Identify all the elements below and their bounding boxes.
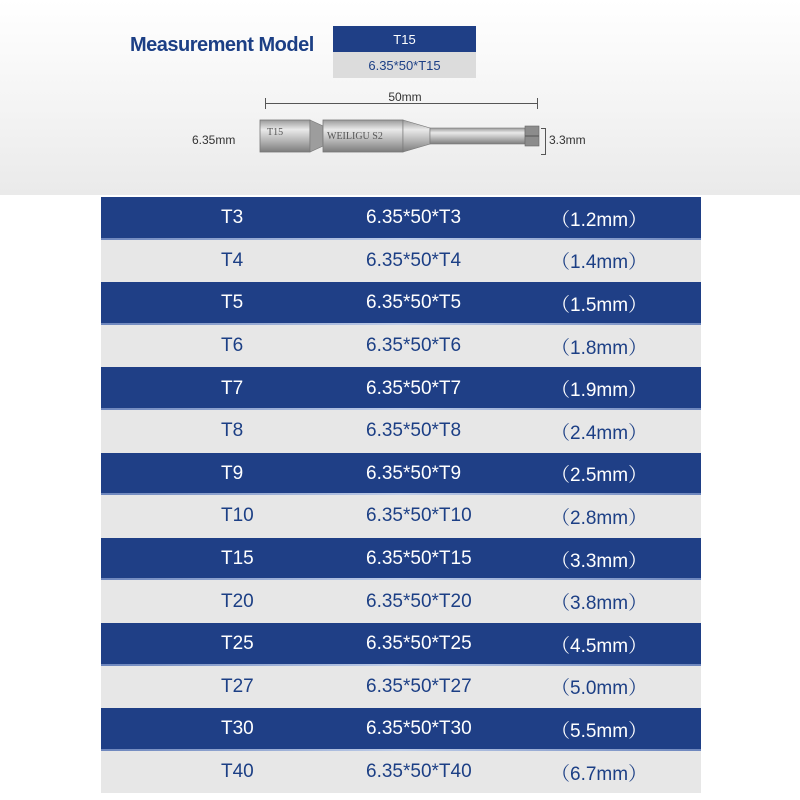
bit-hex-groove [310, 120, 323, 152]
bit-marking-brand: WEILIGU S2 [327, 131, 383, 142]
size-cell: T30 [221, 718, 254, 740]
size-cell: T40 [221, 761, 254, 783]
tip-cell: （1.2mm） [551, 209, 648, 231]
spec-cell: 6.35*50*T5 [366, 292, 462, 314]
tip-cell: （1.4mm） [551, 252, 648, 274]
spec-cell: 6.35*50*T15 [366, 548, 472, 570]
bit-taper [403, 120, 430, 152]
tip-cell: （6.7mm） [551, 763, 648, 785]
model-code: T15 [393, 31, 416, 47]
size-cell: T27 [221, 675, 254, 697]
size-cell: T25 [221, 633, 254, 655]
model-spec: 6.35*50*T15 [368, 57, 441, 73]
length-dimension-tick-left [265, 98, 266, 109]
table-row [101, 538, 701, 581]
model-spec-badge [333, 52, 476, 78]
bit-shaft [430, 128, 525, 144]
size-cell: T3 [221, 207, 244, 229]
table-row [101, 367, 701, 410]
length-dimension-tick-right [537, 98, 538, 109]
tip-cell: （3.3mm） [551, 550, 648, 572]
tip-cell: （3.8mm） [551, 593, 648, 615]
spec-cell: 6.35*50*T30 [366, 718, 472, 740]
spec-cell: 6.35*50*T10 [366, 505, 472, 527]
spec-cell: 6.35*50*T3 [366, 207, 462, 229]
table-row [101, 708, 701, 751]
size-cell: T8 [221, 420, 244, 442]
size-cell: T6 [221, 335, 244, 357]
size-table [101, 197, 701, 793]
tip-cell: （5.5mm） [551, 720, 648, 742]
model-code-badge [333, 26, 476, 52]
table-row [101, 623, 701, 666]
table-row [101, 495, 701, 538]
spec-cell: 6.35*50*T20 [366, 590, 472, 612]
tip-cell: （2.8mm） [551, 507, 648, 529]
spec-cell: 6.35*50*T9 [366, 462, 462, 484]
table-row [101, 197, 701, 240]
table-row [101, 410, 701, 453]
tip-cell: （1.8mm） [551, 337, 648, 359]
page-title: Measurement Model [130, 34, 314, 56]
table-row [101, 282, 701, 325]
table-row [101, 325, 701, 368]
diameter-label: 6.35mm [192, 133, 236, 147]
spec-cell: 6.35*50*T27 [366, 675, 472, 697]
torx-bit-image [255, 112, 545, 160]
bit-marking-size: T15 [267, 127, 284, 138]
tip-cell: （1.5mm） [551, 294, 648, 316]
spec-cell: 6.35*50*T40 [366, 761, 472, 783]
tip-cell: （4.5mm） [551, 635, 648, 657]
tip-cell: （2.4mm） [551, 422, 648, 444]
size-cell: T7 [221, 377, 244, 399]
size-cell: T4 [221, 249, 244, 271]
tip-cell: （5.0mm） [551, 678, 648, 700]
spec-cell: 6.35*50*T25 [366, 633, 472, 655]
spec-cell: 6.35*50*T7 [366, 377, 462, 399]
spec-cell: 6.35*50*T8 [366, 420, 462, 442]
table-row [101, 580, 701, 623]
table-row [101, 666, 701, 709]
tip-cell: （1.9mm） [551, 380, 648, 402]
size-cell: T9 [221, 462, 244, 484]
tip-label: 3.3mm [549, 133, 586, 147]
table-row [101, 453, 701, 496]
table-row [101, 240, 701, 283]
size-cell: T20 [221, 590, 254, 612]
table-row [101, 751, 701, 794]
spec-cell: 6.35*50*T6 [366, 335, 462, 357]
length-label: 50mm [388, 90, 422, 104]
tip-cell: （2.5mm） [551, 465, 648, 487]
size-cell: T10 [221, 505, 254, 527]
size-cell: T5 [221, 292, 244, 314]
spec-cell: 6.35*50*T4 [366, 249, 462, 271]
size-cell: T15 [221, 548, 254, 570]
